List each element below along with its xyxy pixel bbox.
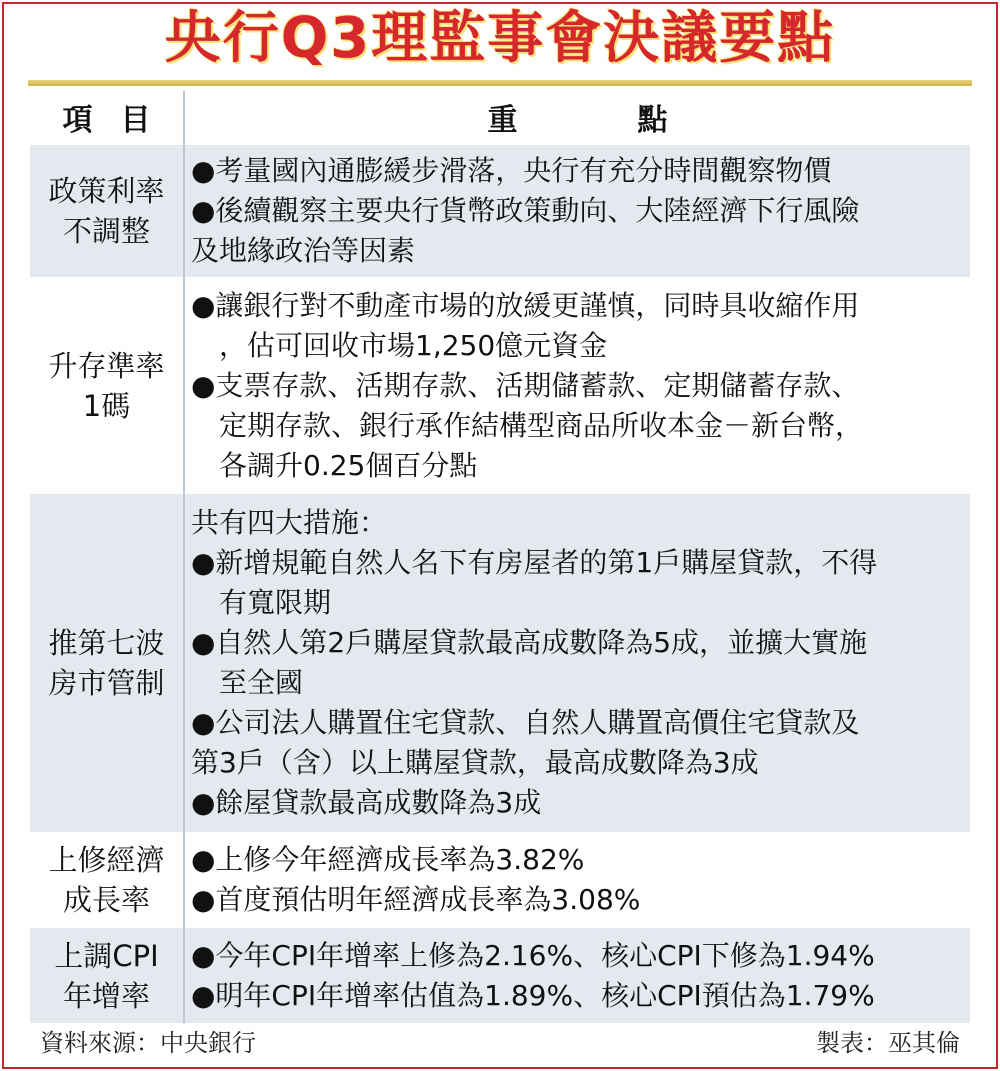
- item-line: 上調CPI: [54, 938, 159, 973]
- point-line: ●支票存款、活期存款、活期儲蓄款、定期儲蓄存款、: [191, 368, 860, 402]
- maker-note: 製表：巫其倫: [816, 1029, 960, 1057]
- point-line: ●上修今年經濟成長率為3.82%: [191, 843, 585, 876]
- point-line: ●自然人第2戶購屋貸款最高成數降為5成，並擴大實施: [191, 626, 868, 659]
- point-line: ●明年CPI年增率估值為1.89%、核心CPI預估為1.79%: [191, 978, 875, 1012]
- table-row: [30, 927, 970, 1023]
- row-points: [184, 833, 970, 927]
- point-line: ●考量國內通膨緩步滑落，央行有充分時間觀察物價: [191, 154, 832, 187]
- table-row: [30, 144, 970, 278]
- point-line: 定期存款、銀行承作結構型商品所收本金－新台幣，: [219, 408, 864, 442]
- resolution-table: [30, 91, 970, 1023]
- point-line: 第3戶（含）以上購屋貸款，最高成數降為3成: [191, 746, 759, 779]
- point-line: 至全國: [219, 666, 304, 699]
- point-line: ●後續觀察主要央行貨幣政策動向、大陸經濟下行風險: [191, 194, 860, 227]
- table-row: [30, 833, 970, 927]
- item-line: 年增率: [62, 978, 150, 1013]
- table-row: [30, 278, 970, 493]
- footer: [30, 1023, 970, 1063]
- item-line: 1碼: [82, 388, 131, 423]
- item-line: 房市管制: [48, 666, 165, 700]
- item-line: 上修經濟: [48, 843, 165, 877]
- item-line: 推第七波: [48, 626, 165, 660]
- point-line: 各調升0.25個百分點: [219, 448, 478, 482]
- point-line: ●今年CPI年增率上修為2.16%、核心CPI下修為1.94%: [191, 938, 875, 972]
- point-line: 有寬限期: [219, 586, 332, 619]
- item-line: 政策利率: [48, 174, 165, 208]
- row-item: [30, 278, 184, 493]
- point-line: ●新增規範自然人名下有房屋者的第1戶購屋貸款，不得: [191, 546, 878, 579]
- row-points: [184, 493, 970, 833]
- point-line: 及地緣政治等因素: [191, 234, 416, 267]
- row-item: [30, 493, 184, 833]
- row-item: [30, 927, 184, 1023]
- point-line: ●公司法人購置住宅貸款、自然人購置高價住宅貸款及: [191, 706, 860, 739]
- point-line: 共有四大措施：: [191, 506, 388, 539]
- row-points: [184, 144, 970, 278]
- point-line: ●讓銀行對不動產市場的放緩更謹慎，同時具收縮作用: [191, 288, 860, 322]
- point-line: ，估可回收市場1,250億元資金: [219, 328, 608, 362]
- item-line: 升存準率: [48, 348, 165, 383]
- point-line: ●首度預估明年經濟成長率為3.08%: [191, 883, 641, 916]
- item-line: 不調整: [62, 214, 150, 248]
- row-points: [184, 278, 970, 493]
- table-header: [30, 91, 970, 144]
- row-item: [30, 144, 184, 278]
- title-divider: [28, 80, 972, 86]
- item-line: 成長率: [62, 883, 150, 917]
- table-row: [30, 493, 970, 833]
- point-line: ●餘屋貸款最高成數降為3成: [191, 786, 542, 819]
- row-item: [30, 833, 184, 927]
- page-title: 央行Q3理監事會決議要點: [164, 6, 836, 71]
- row-points: [184, 927, 970, 1023]
- source-note: 資料來源：中央銀行: [40, 1029, 256, 1057]
- header-point: 重點: [184, 91, 970, 144]
- header-item: 項目: [30, 91, 184, 144]
